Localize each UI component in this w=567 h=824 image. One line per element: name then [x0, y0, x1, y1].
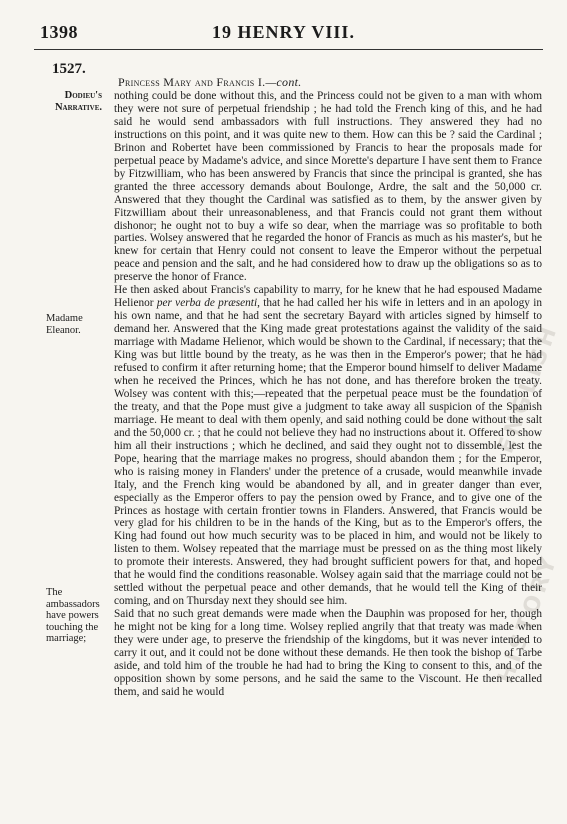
latin-phrase: per verba de præsenti	[156, 297, 258, 310]
paragraph-2-start: He then asked about Francis's capability to marry, for he knew that he had espoused Madame Helienor	[114, 284, 542, 310]
section-continued: —cont.	[265, 75, 302, 89]
section-heading	[118, 75, 302, 90]
watermark-line-1: ENGLISH	[493, 320, 564, 457]
running-head: 19 HENRY VIII.	[212, 22, 355, 42]
paragraph-2-rest: , that he had called her his wife in letters and in an apology in his own name, and that he had sent the secretary Bayard with articles signed by himself to demand her. Answered that the King made great protestations against the validity of the said marriage with Madame Helienor, which would be shown to the Cardinal, if necessary; that the King was but little bound by the treaty, as he was then in the Emperor's power; that he had refused to confirm it after returning home; that the Emperor bound himself to deliver Madame when he received the Princes, which he has not done, and has therefore broken the treaty. Wolsey was content with this;—repeated that the perpetual peace must be the foundation of the treaty, and that the Pope must give a judgment to take away all suspicion of the Spanish marriage. He meant to deal with them openly, and said nothing could be done without the salt and the 50,000 cr. ; that he could not believe they had no instructions about it. Offered to show him all their instructions ; which he declined, and said they ought not to dissemble, lest the Pope, hearing that the marriage makes no progress, should abandon them ; for the Emperor, who is raising money in Flanders' under the pretence of a crusade, would meanwhile invade Italy, and the French king would be abandoned by all, and in greater danger than ever, especially as the Emperor offers to pay the pension owed by France, and to give one of the Princes as hostage with certain frontier towns in Flanders. Answered, that Francis would be very glad for his children to be in the hands of the King, but as to the Emperor's offers, the King had found out how much security was to be placed in him, and would not be likely to listen to them. Wolsey repeated that the marriage must be pressed on as the thing most likely to promote their interests. Answered, they had brought sufficient powers for that, and hoped that he would find the conditions reasonable. Wolsey again said that the marriage could not be settled without the perpetual peace and other demands, that he would tell the King of their coming, and on Thursday next they should see him.	[114, 297, 542, 608]
side-note-eleanor: Madame Eleanor.	[46, 313, 83, 336]
paragraph-2	[114, 284, 542, 608]
header-rule	[34, 49, 543, 50]
paragraph-3: Said that no such great demands were made when the Dauphin was proposed for her, though he might not be king for a long time. Wolsey replied angrily that that treaty was made when they were under age, to preserve the friendship of the kingdoms, but it was never intended to carry it out, and it could not be done without these demands. He then took the bishop of Tarbe aside, and told him of the trouble he had had to bring the King to consent to this, and of the opposition shown by some persons, and he said the same to the Viscount. He then recalled them, and said he would	[114, 608, 542, 698]
paragraph-1: nothing could be done without this, and the Princess could not be given to a man with whom they were not sure of perpetual friendship ; he had told the French king of this, and he had said he would send ambassadors with full instructions. They answered they had no instructions on this point, and it was quite new to them. How can this be ? said the Cardinal ; Brinon and Robertet have been commissioned by Francis to hear the proposals made for perpetual peace by Madame's advice, and since Morette's departure I have sent them to France by Fitzwilliam, who has been answered by Francis that since the principal is granted, she has granted the three accessory demands about Boulonge, Ardre, the salt and the 50,000 cr. Answered that they thought the Cardinal was satisfied as to them, by the answer given by Fitzwilliam about their unreasonableness, and that Francis could not grant them without dishonor; he ought not to buy a wife so dear, when the marriage was so profitable to both parties. Wolsey answered that he regarded the honor of Francis as much as his master's, but he knew for certain that Henry could not consent to leave the Emperor without the perpetual peace and pension and the salt, and he had considered how to draw up the obligations so as to preserve the honor of France.	[114, 90, 542, 284]
year-label: 1527.	[52, 61, 86, 77]
body-text	[114, 90, 542, 699]
side-note-dodieu: Dodieu's Narrative.	[54, 90, 102, 113]
section-title: Princess Mary and Francis I.	[118, 75, 266, 89]
page-number: 1398	[40, 22, 78, 42]
watermark-line-2: HISTORY	[493, 550, 564, 687]
side-note-ambassadors: The ambassadors have powers touching the marriage;	[46, 587, 100, 644]
